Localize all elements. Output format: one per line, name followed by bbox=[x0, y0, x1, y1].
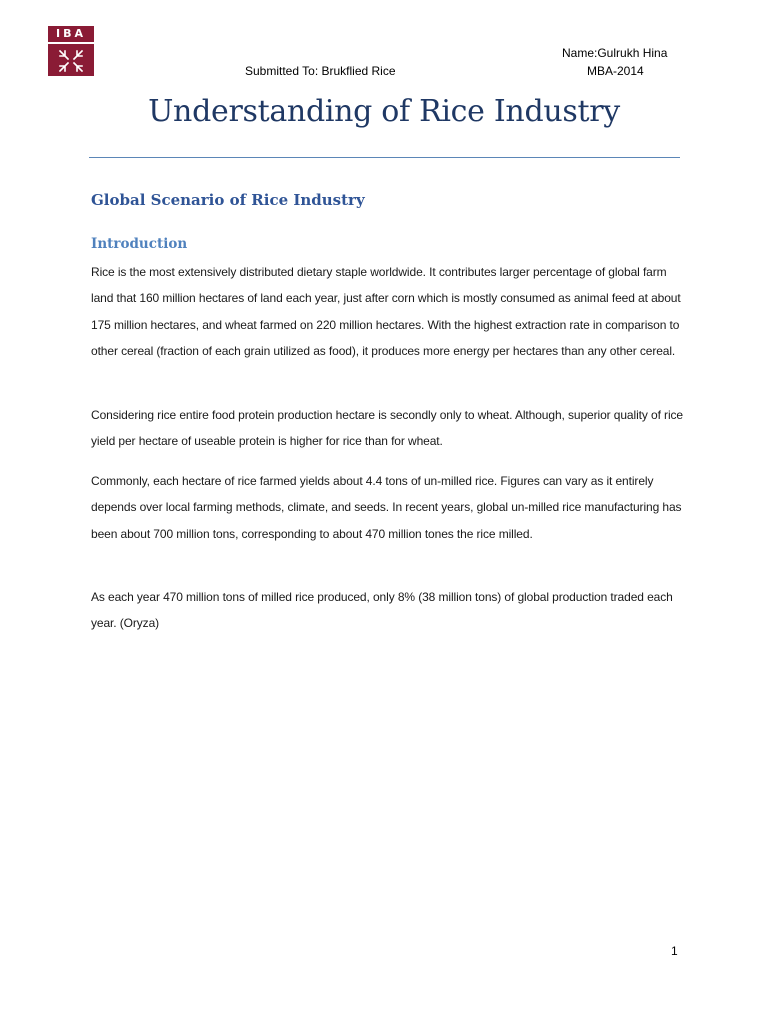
program-label: MBA-2014 bbox=[587, 64, 644, 78]
page-number: 1 bbox=[671, 944, 678, 958]
document-title: Understanding of Rice Industry bbox=[148, 94, 620, 129]
paragraph-1: Rice is the most extensively distributed dietary staple worldwide. It contributes larger percentage of global farm land that 160 million hectares of land each year, just after corn which is mostly consumed as animal feed at about 175 million hectares, and wheat farmed on 220 million hectares. With the highest extraction rate in comparison to other cereal (fraction of each grain utilized as food), it produces more energy per hectares than any other cereal. bbox=[91, 265, 681, 358]
logo-text: IBA bbox=[56, 27, 86, 40]
introduction-heading: Introduction bbox=[91, 236, 188, 252]
section-heading: Global Scenario of Rice Industry bbox=[91, 191, 365, 209]
logo-arrows-icon bbox=[57, 48, 85, 74]
iba-logo bbox=[48, 26, 94, 76]
submitted-to: Submitted To: Brukflied Rice bbox=[245, 64, 396, 78]
author-name: Name:Gulrukh Hina bbox=[562, 46, 668, 60]
paragraph-3: Commonly, each hectare of rice farmed yields about 4.4 tons of un-milled rice. Figures can vary as it entirely depends over local farming methods, climate, and seeds. In recent years, global un-milled rice manufacturing has been about 700 million tons, corresponding to about 470 million tones the rice milled. bbox=[91, 474, 682, 541]
logo-divider bbox=[48, 42, 94, 44]
paragraph-4: As each year 470 million tons of milled rice produced, only 8% (38 million tons) of global production traded each year. (Oryza) bbox=[91, 590, 673, 631]
title-divider bbox=[89, 157, 680, 158]
paragraph-2: Considering rice entire food protein production hectare is secondly only to wheat. Although, superior quality of rice yield per hectare of useable protein is higher for rice than for wheat. bbox=[91, 408, 683, 449]
